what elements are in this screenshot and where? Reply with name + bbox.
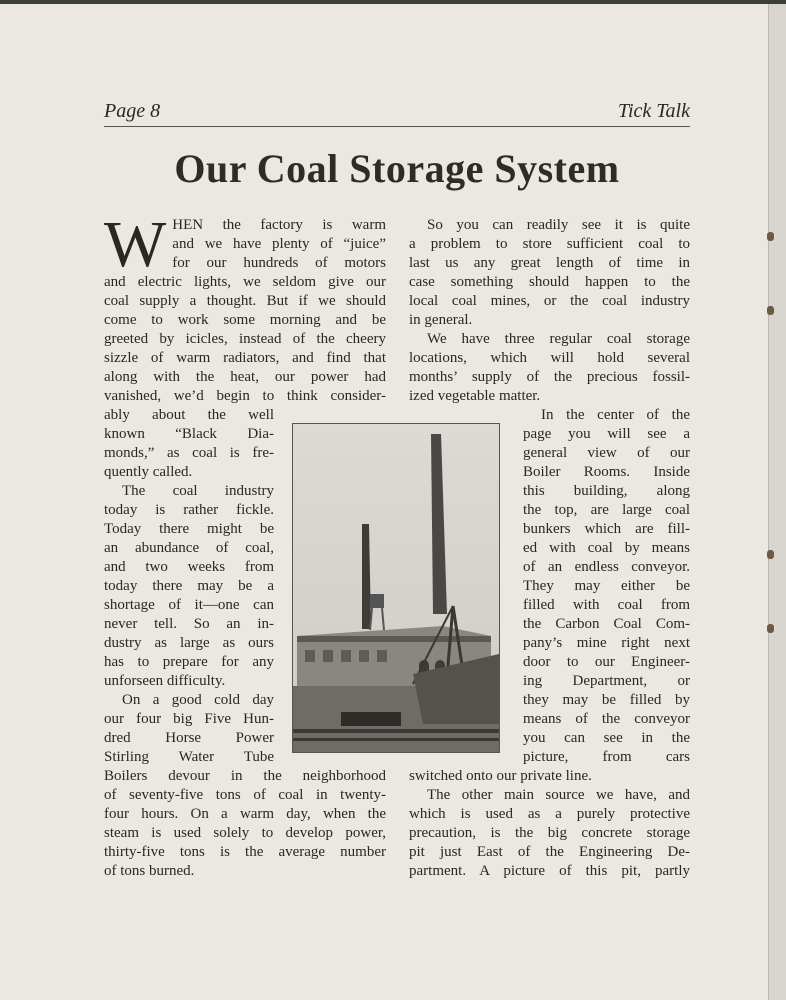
text-line: of seventy-five tons of coal in twenty- <box>104 787 386 803</box>
text-line: a problem to store sufficient coal to <box>409 236 690 252</box>
text-line: has to prepare for any <box>104 654 274 670</box>
publication-name: Tick Talk <box>617 100 690 122</box>
text-line: today is rather fickle. <box>104 502 274 518</box>
text-line: door to our Engineer- <box>523 654 690 670</box>
text-line: The other main source we have, and <box>427 787 690 803</box>
text-line: Today there might be <box>104 521 274 537</box>
text-line: general view of our <box>523 445 690 461</box>
text-line: four hours. On a warm day, when the <box>104 806 386 822</box>
text-line: case something should happen to the <box>409 274 690 290</box>
text-line: ed with coal by means <box>523 540 690 556</box>
text-line: monds,” as coal is fre- <box>104 445 274 461</box>
text-line: and electric lights, we seldom give our <box>104 274 386 290</box>
text-line: HEN the factory is warm <box>172 217 386 233</box>
text-line: pany’s mine right next <box>523 635 690 651</box>
text-line: which is used as a purely protective <box>409 806 690 822</box>
text-line: you can see in the <box>523 730 690 746</box>
text-line: they may be filled by <box>523 692 690 708</box>
paragraph-problem <box>409 216 690 330</box>
text-line: switched onto our private line. <box>409 768 592 784</box>
binding-hole <box>767 232 774 241</box>
text-line: ably about the well <box>104 407 274 423</box>
boiler-room-photo <box>292 423 500 753</box>
right-column <box>409 216 690 406</box>
text-line: for our hundreds of motors <box>172 255 386 271</box>
text-line: coal supply a thought. But if we should <box>104 293 386 309</box>
text-line: this building, along <box>523 483 690 499</box>
text-line: means of the conveyor <box>523 711 690 727</box>
text-line: shortage of it—one can <box>104 597 274 613</box>
text-line: The coal industry <box>122 483 274 499</box>
text-line: thirty-five tons is the average number <box>104 844 386 860</box>
text-line: We have three regular coal storage <box>427 331 690 347</box>
text-line: On a good cold day <box>122 692 274 708</box>
paragraph-locations <box>409 330 690 406</box>
text-line: local coal mines, or the coal industry <box>409 293 690 309</box>
binding-hole <box>767 306 774 315</box>
text-line: months’ supply of the precious fossil- <box>409 369 690 385</box>
text-line: sizzle of warm radiators, and find that <box>104 350 386 366</box>
binding-hole <box>767 624 774 633</box>
rail-car <box>341 712 401 726</box>
text-line: steam is used solely to develop power, <box>104 825 386 841</box>
water-tower <box>370 594 384 608</box>
text-line: page you will see a <box>523 426 690 442</box>
text-line: picture, from cars <box>523 749 690 765</box>
text-line: ized vegetable matter. <box>409 388 541 404</box>
text-line: of an endless conveyor. <box>523 559 690 575</box>
text-line: vanished, we’d begin to think consider- <box>104 388 386 404</box>
text-line: last us any great length of time in <box>409 255 690 271</box>
right-column-bottom <box>409 767 690 881</box>
paragraph-fickle <box>104 482 274 691</box>
text-line: Stirling Water Tube <box>104 749 274 765</box>
text-line: ing Department, or <box>523 673 690 689</box>
text-line: quently called. <box>104 464 193 480</box>
page-edge <box>768 4 786 1000</box>
text-line: the top, are large coal <box>523 502 690 518</box>
text-line: bunkers which are fill- <box>523 521 690 537</box>
text-line: never tell. So an in- <box>104 616 274 632</box>
text-line: dred Horse Power <box>104 730 274 746</box>
paragraph-center-view <box>523 406 690 767</box>
text-line: greeted by icicles, instead of the cheery <box>104 331 386 347</box>
text-line: Boiler Rooms. Inside <box>523 464 690 480</box>
text-line: the Carbon Coal Com- <box>523 616 690 632</box>
text-line: precaution, is the big concrete storage <box>409 825 690 841</box>
text-line: partment. A picture of this pit, partly <box>409 863 690 879</box>
text-line: dustry as large as ours <box>104 635 274 651</box>
paragraph-storage-pit <box>409 786 690 881</box>
text-line: along with the heat, our power had <box>104 369 386 385</box>
text-line: an abundance of coal, <box>104 540 274 556</box>
running-head <box>104 100 690 127</box>
text-line: In the center of the <box>541 407 690 423</box>
text-line: filled with coal from <box>523 597 690 613</box>
text-line: today there may be a <box>104 578 274 594</box>
drop-cap: W <box>104 208 167 281</box>
text-line: known “Black Dia- <box>104 426 274 442</box>
text-line: and two weeks from <box>104 559 274 575</box>
text-line: in general. <box>409 312 473 328</box>
article-title: Our Coal Storage System <box>174 146 620 191</box>
text-line: They may either be <box>523 578 690 594</box>
text-line: So you can readily see it is quite <box>427 217 690 233</box>
text-line: of tons burned. <box>104 863 195 879</box>
page-number: Page 8 <box>104 100 161 122</box>
text-line: pit just East of the Engineering De- <box>409 844 690 860</box>
text-line: our four big Five Hun- <box>104 711 274 727</box>
boiler-room-illustration <box>293 424 499 752</box>
binding-hole <box>767 550 774 559</box>
text-line: come to work some morning and be <box>104 312 386 328</box>
text-line: and we have plenty of “juice” <box>172 236 386 252</box>
text-line: unforseen difficulty. <box>104 673 226 689</box>
text-line: Boilers devour in the neighborhood <box>104 768 386 784</box>
text-line: locations, which will hold several <box>409 350 690 366</box>
